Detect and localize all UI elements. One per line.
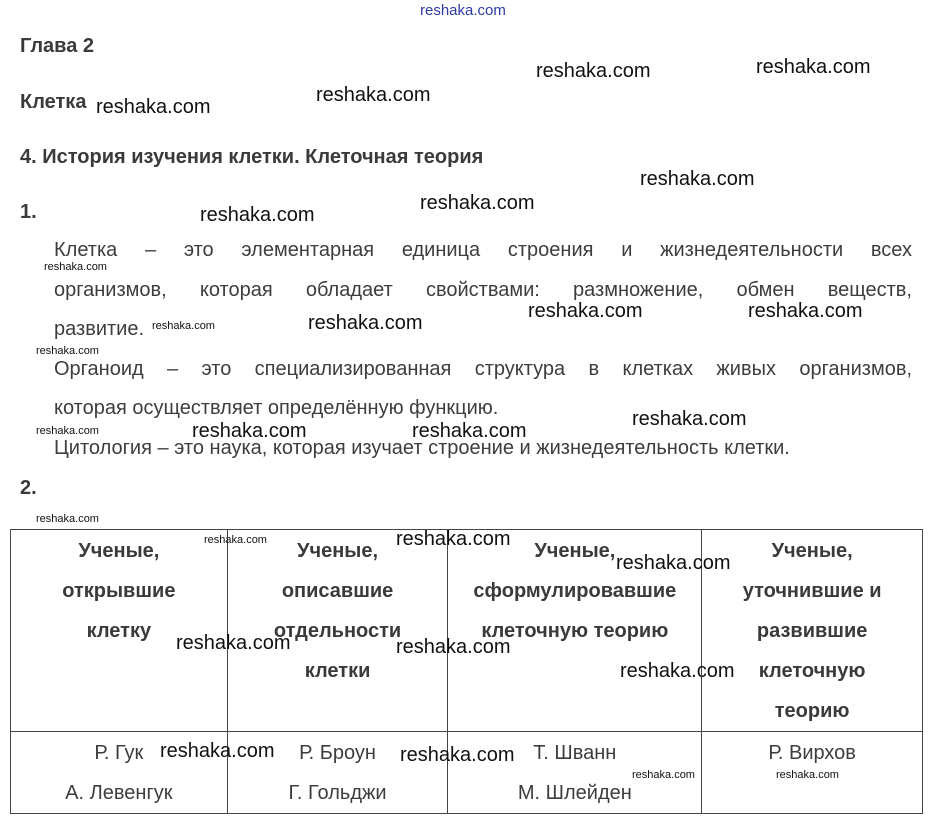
header-cell xyxy=(702,530,923,732)
header-line: уточнившие и xyxy=(742,580,882,602)
header-line: теорию xyxy=(774,700,850,722)
header-line: клеточную теорию xyxy=(481,620,669,642)
watermark: reshaka.com xyxy=(748,300,863,322)
header-line: отдельности xyxy=(273,620,402,642)
chapter-title: Глава 2 xyxy=(20,35,95,57)
scientist-name: Р. Вирхов xyxy=(768,742,856,764)
watermark: reshaka.com xyxy=(36,345,99,357)
site-header-watermark: reshaka.com xyxy=(420,2,506,19)
task-2-number: 2. xyxy=(20,477,37,499)
watermark: reshaka.com xyxy=(316,84,431,106)
task-1-line: Органоид – это специализированная структура в клетках живых организмов, xyxy=(54,358,912,380)
header-line: клеточную xyxy=(758,660,866,682)
scientist-name: М. Шлейден xyxy=(517,782,632,804)
task-1-number: 1. xyxy=(20,201,37,223)
watermark: reshaka.com xyxy=(160,740,275,762)
watermark: reshaka.com xyxy=(96,96,211,118)
watermark: reshaka.com xyxy=(756,56,871,78)
watermark: reshaka.com xyxy=(36,513,99,525)
section-title: Клетка xyxy=(20,91,87,113)
watermark: reshaka.com xyxy=(204,534,267,546)
header-line: Ученые, xyxy=(297,540,379,562)
watermark: reshaka.com xyxy=(640,168,755,190)
task-1-line: организмов, которая обладает свойствами: размножение, обмен веществ, xyxy=(54,279,912,301)
header-line: открывшие xyxy=(62,580,176,602)
header-line: клетки xyxy=(304,660,371,682)
header-cell xyxy=(227,530,448,732)
scientist-name: Т. Шванн xyxy=(533,742,617,764)
header-line: Ученые, xyxy=(534,540,616,562)
scientist-name: А. Левенгук xyxy=(65,782,173,804)
watermark: reshaka.com xyxy=(396,636,511,658)
header-line: сформулировавшие xyxy=(473,580,677,602)
header-line: развившие xyxy=(756,620,868,642)
watermark: reshaka.com xyxy=(192,420,307,442)
watermark: reshaka.com xyxy=(36,425,99,437)
header-cell xyxy=(11,530,228,732)
watermark: reshaka.com xyxy=(632,769,695,781)
watermark: reshaka.com xyxy=(616,552,731,574)
task-1-line: Цитология – это наука, которая изучает строение и жизнедеятельность клетки. xyxy=(54,437,790,459)
table-header-row xyxy=(11,530,923,732)
watermark: reshaka.com xyxy=(176,632,291,654)
watermark: reshaka.com xyxy=(308,312,423,334)
header-line: описавшие xyxy=(281,580,394,602)
topic-title: 4. История изучения клетки. Клеточная теория xyxy=(20,146,484,168)
watermark: reshaka.com xyxy=(536,60,651,82)
watermark: reshaka.com xyxy=(44,261,107,273)
watermark: reshaka.com xyxy=(620,660,735,682)
header-line: Ученые, xyxy=(771,540,853,562)
scientist-name: Р. Гук xyxy=(94,742,144,764)
watermark: reshaka.com xyxy=(412,420,527,442)
header-line: клетку xyxy=(86,620,152,642)
watermark: reshaka.com xyxy=(776,769,839,781)
watermark: reshaka.com xyxy=(420,192,535,214)
task-1-line: развитие. xyxy=(54,318,144,340)
task-1-line: которая осуществляет определённую функцию. xyxy=(54,397,499,419)
watermark: reshaka.com xyxy=(400,744,515,766)
scientist-name: Р. Броун xyxy=(299,742,376,764)
watermark: reshaka.com xyxy=(632,408,747,430)
watermark: reshaka.com xyxy=(528,300,643,322)
scientist-name: Г. Гольджи xyxy=(288,782,387,804)
task-1-line: Клетка – это элементарная единица строения и жизнедеятельности всех xyxy=(54,239,912,261)
watermark: reshaka.com xyxy=(200,204,315,226)
header-line: Ученые, xyxy=(78,540,160,562)
watermark: reshaka.com xyxy=(152,320,215,332)
watermark: reshaka.com xyxy=(396,528,511,550)
